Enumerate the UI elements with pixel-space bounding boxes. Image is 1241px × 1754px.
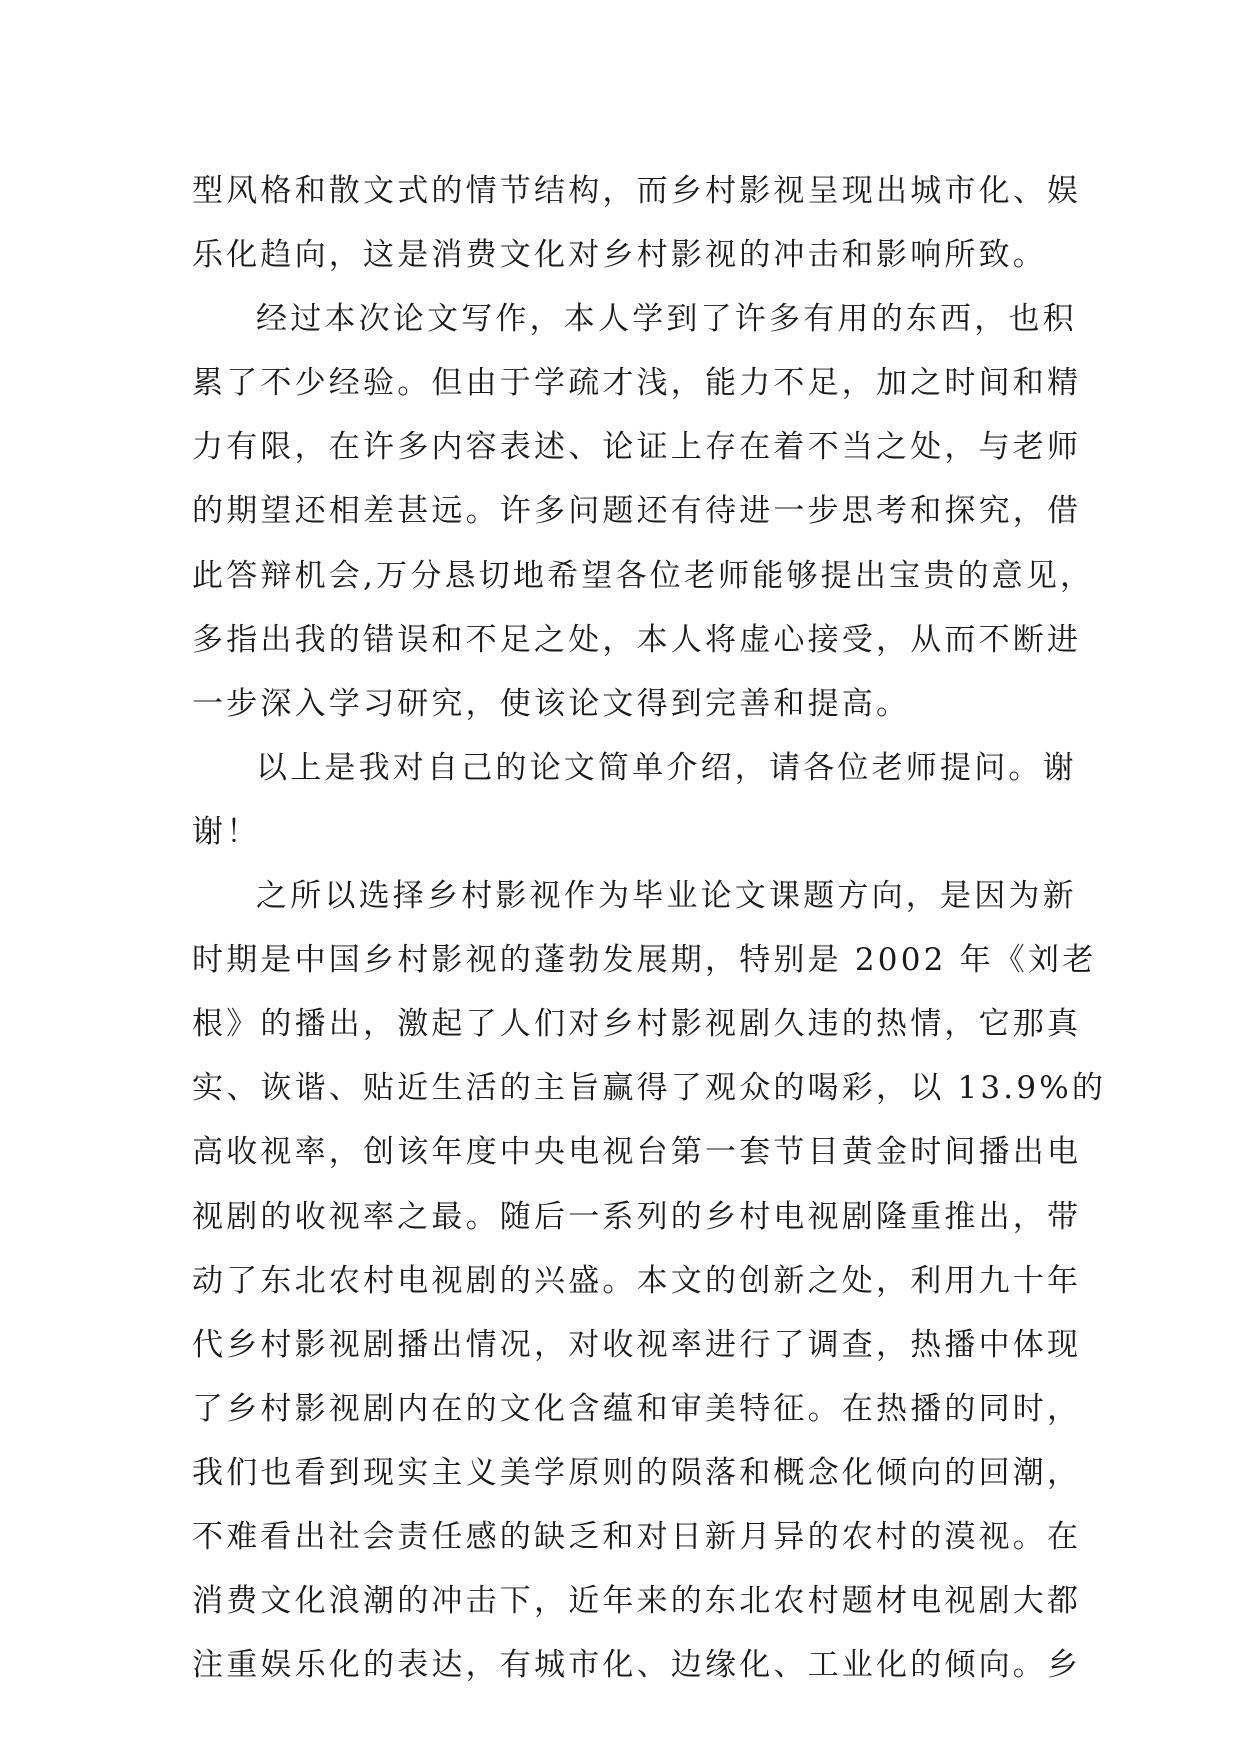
text-line: 我们也看到现实主义美学原则的陨落和概念化倾向的回潮， — [192, 1454, 1082, 1491]
paragraph-topic-rationale — [192, 864, 1107, 1697]
text-line: 经过本次论文写作，本人学到了许多有用的东西，也积 — [256, 301, 1077, 338]
text-line: 此答辩机会,万分恳切地希望各位老师能够提出宝贵的意见， — [192, 557, 1095, 594]
text-line: 根》的播出，激起了人们对乡村影视剧久违的热情，它那真 — [192, 1006, 1082, 1043]
paragraph-reflection — [192, 287, 1095, 736]
document-body — [192, 159, 1107, 1697]
text-line: 乐化趋向，这是消费文化对乡村影视的冲击和影响所致。 — [192, 237, 1047, 274]
paragraph-closing-thanks — [192, 736, 1077, 864]
text-line: 的期望还相差甚远。许多问题还有待进一步思考和探究，借 — [192, 493, 1082, 530]
text-line: 高收视率，创该年度中央电视台第一套节目黄金时间播出电 — [192, 1134, 1082, 1171]
text-line: 实、诙谐、贴近生活的主旨赢得了观众的喝彩，以 13.9%的 — [192, 1070, 1107, 1107]
text-line: 谢！ — [192, 813, 261, 850]
text-line: 累了不少经验。但由于学疏才浅，能力不足，加之时间和精 — [192, 365, 1082, 402]
text-line: 消费文化浪潮的冲击下，近年来的东北农村题材电视剧大都 — [192, 1583, 1082, 1620]
text-line: 之所以选择乡村影视作为毕业论文课题方向，是因为新 — [256, 878, 1077, 915]
text-line: 动了东北农村电视剧的兴盛。本文的创新之处，利用九十年 — [192, 1262, 1082, 1299]
text-line: 型风格和散文式的情节结构，而乡村影视呈现出城市化、娱 — [192, 173, 1082, 209]
text-line: 注重娱乐化的表达，有城市化、边缘化、工业化的倾向。乡 — [192, 1647, 1082, 1684]
text-line: 一步深入学习研究，使该论文得到完善和提高。 — [192, 685, 911, 722]
text-line: 时期是中国乡村影视的蓬勃发展期，特别是 2002 年《刘老 — [192, 942, 1097, 979]
text-line: 以上是我对自己的论文简单介绍，请各位老师提问。谢 — [256, 749, 1077, 786]
text-line: 视剧的收视率之最。随后一系列的乡村电视剧隆重推出，带 — [192, 1198, 1082, 1235]
text-line: 不难看出社会责任感的缺乏和对日新月异的农村的漠视。在 — [192, 1518, 1082, 1555]
text-line: 了乡村影视剧内在的文化含蕴和审美特征。在热播的同时， — [192, 1390, 1082, 1427]
text-line: 力有限，在许多内容表述、论证上存在着不当之处，与老师 — [192, 429, 1082, 466]
text-line: 代乡村影视剧播出情况，对收视率进行了调查，热播中体现 — [192, 1326, 1082, 1363]
paragraph-consumer-culture — [192, 159, 1082, 287]
text-line: 多指出我的错误和不足之处，本人将虚心接受，从而不断进 — [192, 621, 1082, 658]
